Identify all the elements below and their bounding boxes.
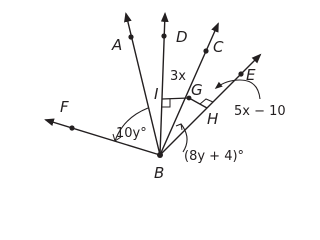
label-d: D: [176, 28, 188, 46]
label-10y: 10y°: [116, 126, 147, 141]
segment-gh: [189, 98, 207, 108]
label-3x: 3x: [170, 69, 186, 84]
ray-bc: [160, 24, 218, 155]
point-c-dot: [203, 48, 208, 53]
right-angle-mark-i: [162, 99, 170, 107]
angle-arc-ebh-arrow: [176, 124, 182, 130]
point-d-dot: [161, 33, 166, 38]
point-e-dot: [238, 71, 243, 76]
label-8y-plus-4: (8y + 4)°: [184, 149, 245, 164]
label-b: B: [154, 164, 165, 182]
label-f: F: [60, 98, 69, 116]
label-e: E: [246, 66, 256, 84]
label-c: C: [213, 38, 224, 56]
point-b-dot: [157, 152, 163, 158]
label-g: G: [191, 81, 203, 99]
point-f-dot: [69, 125, 74, 130]
label-5x-minus-10: 5x − 10: [234, 104, 286, 119]
point-a-dot: [128, 34, 133, 39]
label-a: A: [112, 36, 123, 54]
label-i: I: [154, 85, 159, 103]
label-h: H: [207, 110, 219, 128]
